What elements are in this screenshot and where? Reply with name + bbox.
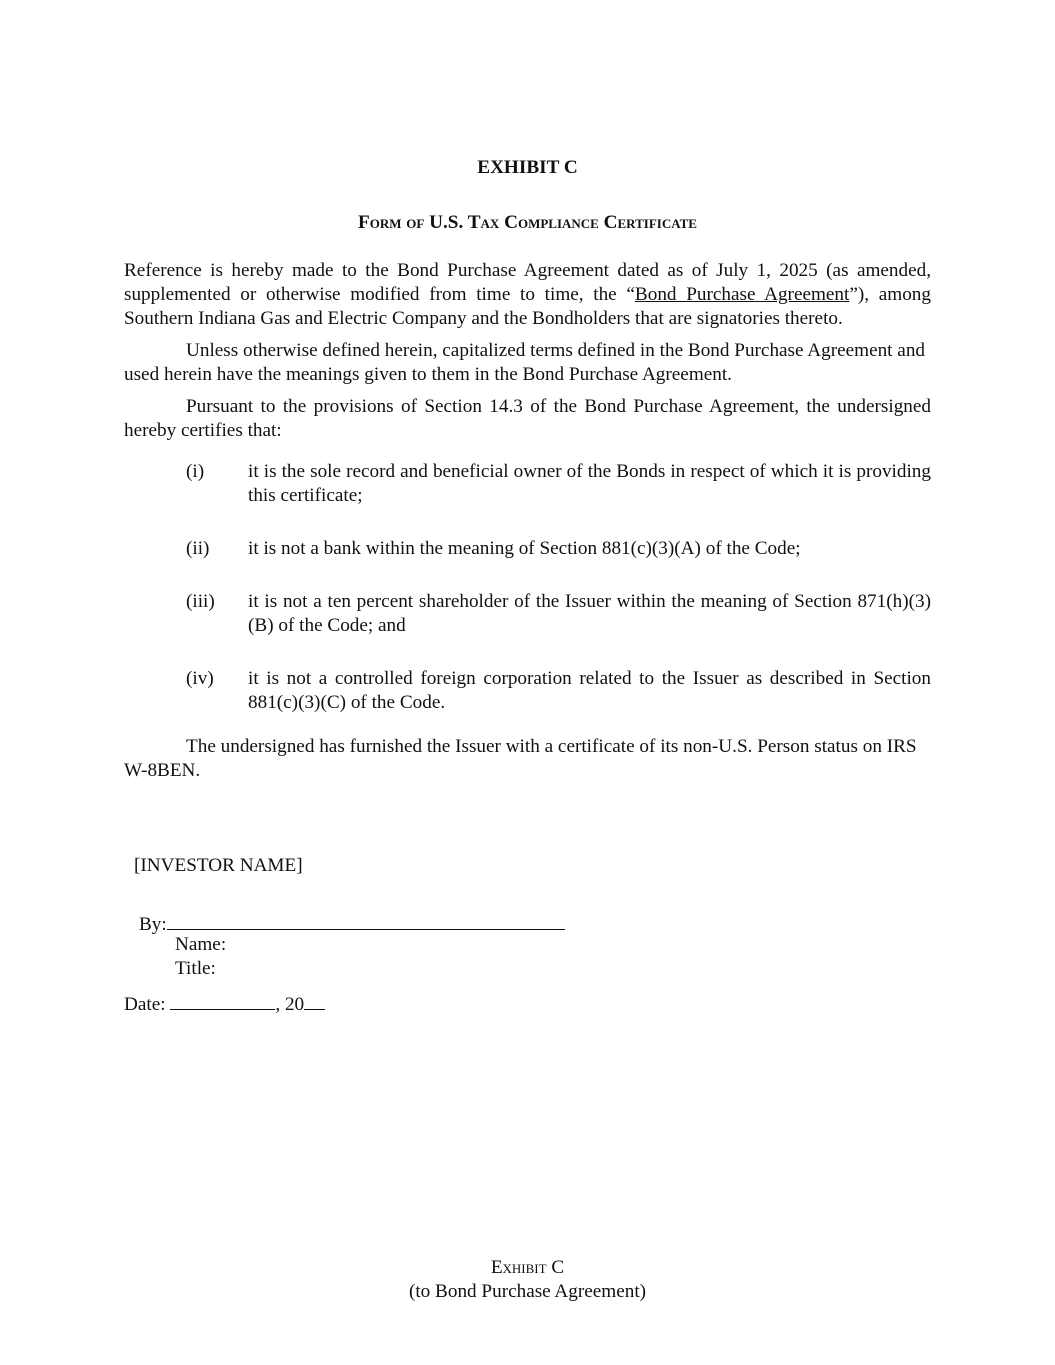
by-label: By: xyxy=(139,914,167,935)
certification-paragraph: Pursuant to the provisions of Section 14.3 of the Bond Purchase Agreement, the undersigned hereby certifies that: xyxy=(124,396,931,441)
date-blank xyxy=(170,989,275,1010)
list-item-number: (iv) xyxy=(186,668,214,689)
exhibit-title: EXHIBIT C xyxy=(477,157,578,178)
list-item-number: (ii) xyxy=(186,538,210,559)
list-item-text: it is not a ten percent shareholder of the Issuer within the meaning of Section 871(h)(3)(B) of the Code; and xyxy=(248,591,931,636)
date-label: Date: xyxy=(124,994,166,1015)
year-blank xyxy=(304,989,325,1010)
furnished-certificate-paragraph: The undersigned has furnished the Issuer with a certificate of its non-U.S. Person status on IRS W-8BEN. xyxy=(124,736,917,781)
reference-text-end: ”), among Southern Indiana Gas and Electric Company and the Bondholders that are signatories thereto. xyxy=(124,284,931,329)
signature-line xyxy=(167,909,565,930)
list-item-text: it is not a bank within the meaning of Section 881(c)(3)(A) of the Code; xyxy=(248,538,801,559)
title-label: Title: xyxy=(175,958,216,979)
reference-paragraph xyxy=(124,259,931,331)
definitions-paragraph: Unless otherwise defined herein, capitalized terms defined in the Bond Purchase Agreement and used herein have the meanings given to them in the Bond Purchase Agreement. xyxy=(124,340,926,385)
date-line xyxy=(124,989,325,1017)
list-item-number: (iii) xyxy=(186,591,215,612)
footer-exhibit-label: Exhibit C xyxy=(490,1257,565,1278)
defined-term-bond-purchase-agreement: Bond Purchase Agreement xyxy=(634,284,850,305)
list-item-number: (i) xyxy=(186,461,205,482)
certificate-subtitle: Form of U.S. Tax Compliance Certificate xyxy=(358,212,697,233)
reference-text-start: Reference is hereby made to the Bond Purchase Agreement dated as of July 1, 2025 (as amended, supplemented or otherwise modified from time to time, the “ xyxy=(124,260,931,305)
name-label: Name: xyxy=(175,934,227,955)
date-year-prefix: , 20 xyxy=(275,994,305,1015)
list-item-text: it is not a controlled foreign corporation related to the Issuer as described in Section 881(c)(3)(C) of the Code. xyxy=(248,668,931,713)
list-item-text: it is the sole record and beneficial owner of the Bonds in respect of which it is providing this certificate; xyxy=(248,461,931,506)
investor-name: [INVESTOR NAME] xyxy=(134,855,303,876)
footer-agreement-reference: (to Bond Purchase Agreement) xyxy=(408,1281,647,1302)
